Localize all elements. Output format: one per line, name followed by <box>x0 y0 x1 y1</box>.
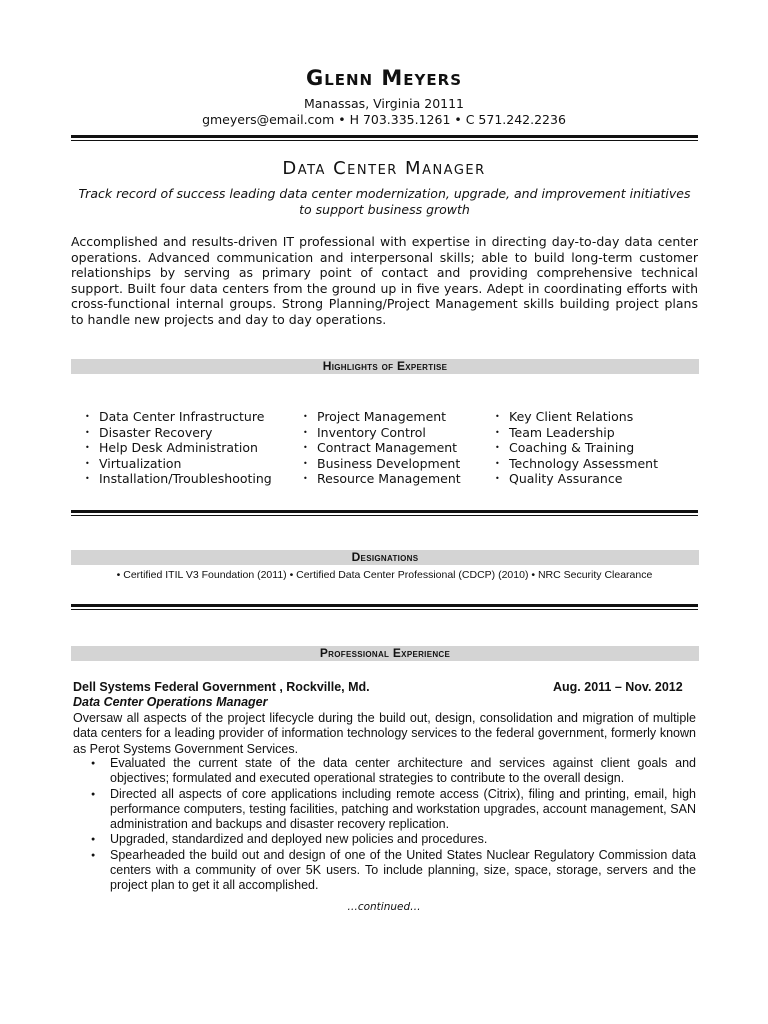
achievement-item: ● Evaluated the current state of the data center architecture and services against client goals and objectives; formulated and executed operational strategies to contribute to the overall design. <box>73 756 696 787</box>
section-divider-thin <box>71 515 698 516</box>
skill-item: • Project Management <box>301 409 461 425</box>
achievement-item: ● Directed all aspects of core applications including remote access (Citrix), filing and printing, email, high performance computers, testing facilities, patching and workstation upgrades, account management, SAN administration and backups and disaster recovery replication. <box>73 787 696 833</box>
section-divider <box>71 510 698 513</box>
summary-paragraph: Accomplished and results-driven IT professional with expertise in directing day-to-day data center operations. Advanced communication and interpersonal skills; able to build long-term customer relationships by serving as primary point of contact and providing comprehensive technical support. Built four data centers from the ground up in five years. Adept in coordinating efforts with cross-functional internal groups. Strong Planning/Project Management skills building project plans to handle new projects and day to day operations. <box>71 234 698 327</box>
job-description: Oversaw all aspects of the project lifecycle during the build out, design, consolidation and migration of multiple data centers for a leading provider of information technology services to the federal government, formerly known as Perot Systems Government Services. <box>73 711 696 756</box>
achievement-item: ● Spearheaded the build out and design of one of the United States Nuclear Regulatory Commission data centers with a community of over 5K users. To include planning, size, space, storage, servers and the project plan to get it all accomplished. <box>73 848 696 894</box>
candidate-name: Glenn Meyers <box>305 66 463 90</box>
contact-info: gmeyers@email.com • H 703.335.1261 • C 571.242.2236 <box>202 112 566 127</box>
achievement-item: ● Upgraded, standardized and deployed new policies and procedures. <box>73 832 696 847</box>
skill-item: • Virtualization <box>83 456 272 472</box>
skill-item: • Disaster Recovery <box>83 425 272 441</box>
skill-item: • Resource Management <box>301 471 461 487</box>
skill-item: • Contract Management <box>301 440 461 456</box>
skill-item: • Key Client Relations <box>493 409 658 425</box>
header-divider-thin <box>71 140 698 141</box>
section-heading-designations: Designations <box>71 550 699 565</box>
skills-column-1 <box>83 409 272 487</box>
skill-item: • Help Desk Administration <box>83 440 272 456</box>
skills-column-2 <box>301 409 461 487</box>
job-achievements <box>73 756 696 894</box>
skill-item: • Installation/Troubleshooting <box>83 471 272 487</box>
continued-note: …continued… <box>347 901 421 913</box>
designations-text: • Certified ITIL V3 Foundation (2011) • Certified Data Center Professional (CDCP) (2010) • NRC Security Clearance <box>116 569 653 581</box>
skill-item: • Business Development <box>301 456 461 472</box>
skill-item: • Coaching & Training <box>493 440 658 456</box>
job-title: Data Center Operations Manager <box>73 695 268 709</box>
section-divider-thin <box>71 609 698 610</box>
section-heading-experience: Professional Experience <box>71 646 699 661</box>
section-divider <box>71 604 698 607</box>
skills-column-3 <box>493 409 658 487</box>
skill-item: • Technology Assessment <box>493 456 658 472</box>
role-title: Data Center Manager <box>282 158 486 179</box>
address: Manassas, Virginia 20111 <box>303 96 465 111</box>
skill-item: • Quality Assurance <box>493 471 658 487</box>
skill-item: • Inventory Control <box>301 425 461 441</box>
section-heading-highlights: Highlights of Expertise <box>71 359 699 374</box>
job-company: Dell Systems Federal Government , Rockville, Md. <box>73 680 370 694</box>
job-dates: Aug. 2011 – Nov. 2012 <box>553 680 683 694</box>
role-tagline: Track record of success leading data center modernization, upgrade, and improvement initiatives to support business growth <box>78 186 691 217</box>
skill-item: • Team Leadership <box>493 425 658 441</box>
skill-item: • Data Center Infrastructure <box>83 409 272 425</box>
header-divider <box>71 135 698 138</box>
